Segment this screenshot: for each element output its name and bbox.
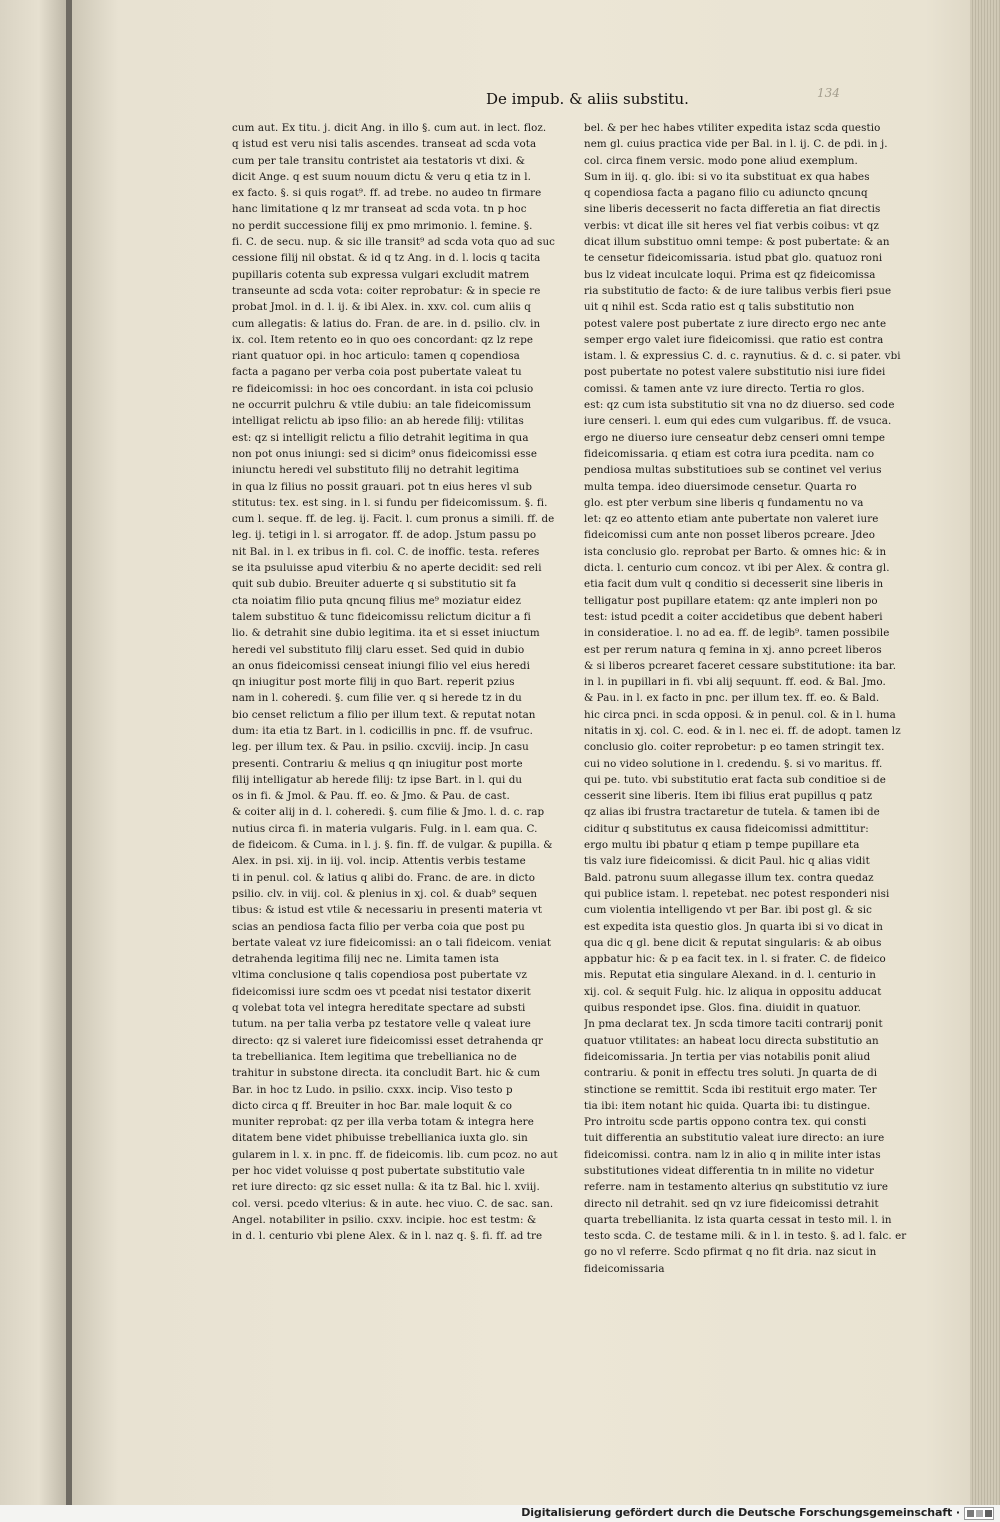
text-line: qz alias ibi frustra tractaretur de tutela. & tamen ibi de — [584, 806, 880, 819]
text-line: nit Bal. in l. ex tribus in fi. col. C. de inoffic. testa. referes — [232, 545, 540, 558]
text-line: cum violentia intelligendo vt per Bar. ibi post gl. & sic — [584, 904, 873, 917]
page-fore-edge — [970, 0, 1000, 1505]
funding-notice: Digitalisierung gefördert durch die Deutsche Forschungsgemeinschaft · — [521, 1506, 960, 1519]
text-line: potest valere post pubertate z iure directo ergo nec ante — [584, 317, 887, 330]
text-line: col. circa finem versic. modo pone aliud exemplum. — [584, 154, 858, 167]
text-line: dum: ita etia tz Bart. in l. codicillis in pnc. ff. de vsufruc. — [232, 724, 533, 737]
text-line: post pubertate no potest valere substitutio nisi iure fidei — [584, 366, 886, 379]
text-line: tutum. na per talia verba pz testatore velle q valeat iure — [232, 1018, 531, 1031]
text-line: fi. C. de secu. nup. & sic ille transit⁹ ad scda vota quo ad suc — [232, 236, 556, 249]
text-line: quibus respondet ipse. Glos. fina. diuidit in quatuor. — [584, 1002, 861, 1015]
text-line: per hoc videt voluisse q post pubertate substitutio vale — [232, 1165, 525, 1177]
text-line: heredi vel substituto filij claru esset. Sed quid in dubio — [232, 643, 525, 656]
text-line: tia ibi: item notant hic quida. Quarta ibi: tu distingue. — [584, 1099, 871, 1112]
text-line: let: qz eo attento etiam ante pubertate non valeret iure — [584, 513, 879, 526]
text-line: fideicomissi. contra. nam lz in alio q in milite inter istas — [584, 1148, 881, 1161]
text-line: detrahenda legitima filij nec ne. Limita tamen ista — [232, 953, 500, 966]
text-line: trahitur in substone directa. ita concludit Bart. hic & cum — [232, 1067, 541, 1080]
text-line: gularem in l. x. in pnc. ff. de fideicomis. lib. cum pcoz. no aut — [232, 1148, 558, 1161]
text-line: cui no video solutione in l. credendu. §. si vo maritus. ff. — [584, 757, 883, 770]
text-line: Jn pma declarat tex. Jn scda timore taciti contrarij ponit — [584, 1018, 883, 1031]
text-line: facta a pagano per verba coia post pubertate valeat tu — [232, 366, 522, 379]
text-line: bus lz videat inculcate loqui. Prima est qz fideicomissa — [584, 268, 876, 281]
text-line: cum per tale transitu contristet aia testatoris vt dixi. & — [232, 154, 526, 167]
text-line: qui pe. tuto. vbi substitutio erat facta sub conditioe si de — [584, 773, 886, 786]
text-line: nutius circa fi. in materia vulgaris. Fulg. in l. eam qua. C. — [232, 822, 538, 835]
text-line: dicat illum substituo omni tempe: & post pubertate: & an — [584, 236, 890, 249]
text-line: testo scda. C. de testame mili. & in l. in testo. §. ad l. falc. er — [584, 1230, 907, 1243]
text-line: ix. col. Item retento eo in quo oes concordant: qz lz repe — [232, 333, 534, 346]
text-line: ta trebellianica. Item legitima que trebellianica no de — [232, 1050, 517, 1063]
text-line: ergo ne diuerso iure censeatur debz censeri omni tempe — [584, 431, 886, 444]
text-line: tuit differentia an substitutio valeat iure directo: an iure — [584, 1132, 885, 1145]
text-line: bertate valeat vz iure fideicomissi: an o tali fideicom. veniat — [232, 936, 552, 949]
text-line: substitutiones videat differentia tn in milite no videtur — [584, 1165, 875, 1177]
text-line: Angel. notabiliter in psilio. cxxv. incipie. hoc est testm: & — [232, 1213, 537, 1226]
text-line: tibus: & istud est vtile & necessariu in presenti materia vt — [232, 904, 543, 917]
text-line: in d. l. centurio vbi plene Alex. & in l. naz q. §. fi. ff. ad tre — [232, 1230, 543, 1243]
text-line: nitatis in xj. col. C. eod. & in l. nec ei. ff. de adopt. tamen lz — [584, 724, 901, 737]
text-line: Pro introitu scde partis oppono contra tex. qui consti — [584, 1116, 867, 1129]
text-line: nam in l. coheredi. §. cum filie ver. q si herede tz in du — [232, 692, 522, 705]
text-line: cum l. seque. ff. de leg. ij. Facit. l. cum pronus a simili. ff. de — [232, 513, 555, 526]
text-line: dicit Ange. q est suum nouum dictu & veru q etia tz in l. — [232, 170, 531, 183]
text-line: vltima conclusione q talis copendiosa post pubertate vz — [232, 969, 527, 982]
text-line: te censetur fideicomissaria. istud pbat glo. quatuoz roni — [584, 252, 883, 265]
text-line: fideicomissaria. q etiam est cotra iura pcedita. nam co — [584, 447, 875, 460]
text-line: ret iure directo: qz sic esset nulla: & ita tz Bal. hic l. xviij. — [232, 1181, 540, 1194]
text-line: ergo multu ibi pbatur q etiam p tempe pupillare eta — [584, 839, 860, 852]
text-line: nem gl. cuius practica vide per Bal. in l. ij. C. de pdi. in j. — [584, 138, 888, 151]
text-line: in l. in pupillari in fi. vbi alij sequunt. ff. eod. & Bal. Jmo. — [584, 676, 886, 689]
footer-bar — [0, 1505, 1000, 1522]
dfg-logo-icon — [964, 1507, 994, 1520]
text-line: qn iniugitur post morte filij in quo Bart. reperit pzius — [232, 676, 515, 689]
text-line: est: qz si intelligit relictu a filio detrahit legitima in qua — [232, 431, 529, 444]
text-line: fideicomissi iure scdm oes vt pcedat nisi testator dixerit — [232, 985, 531, 998]
text-line: & Pau. in l. ex facto in pnc. per illum tex. ff. eo. & Bald. — [584, 692, 880, 705]
text-line: cta noiatim filio puta qncunq filius me⁹ moziatur eidez — [232, 594, 522, 607]
text-line: probat Jmol. in d. l. ij. & ibi Alex. in. xxv. col. cum aliis q — [232, 301, 531, 314]
text-line: filij intelligatur ab herede filij: tz ipse Bart. in l. qui du — [232, 773, 523, 786]
text-line: comissi. & tamen ante vz iure directo. Tertia ro glos. — [584, 382, 865, 395]
text-line: leg. ij. tetigi in l. si arrogator. ff. de adop. Jstum passu po — [232, 529, 537, 542]
text-line: etia facit dum vult q conditio si decesserit sine liberis in — [584, 578, 884, 591]
text-line: ciditur q substitutus ex causa fideicomissi admittitur: — [584, 822, 869, 835]
text-line: quarta trebellianita. lz ista quarta cessat in testo mil. l. in — [584, 1213, 892, 1226]
text-line: tis valz iure fideicomissi. & dicit Paul. hic q alias vidit — [584, 855, 870, 868]
text-line: fideicomissaria. Jn tertia per vias notabilis ponit aliud — [584, 1050, 871, 1063]
text-line: non pot onus iniungi: sed si dicim⁹ onus fideicomissi esse — [232, 447, 538, 460]
text-line: os in fi. & Jmol. & Pau. ff. eo. & Jmo. & Pau. de cast. — [232, 790, 510, 803]
text-line: ria substitutio de facto: & de iure talibus verbis fieri psue — [584, 284, 892, 297]
text-line: sine liberis decesserit no facta differetia an fiat directis — [584, 203, 881, 216]
text-line: dicta. l. centurio cum concoz. vt ibi per Alex. & contra gl. — [584, 562, 890, 575]
text-line: in qua lz filius no possit grauari. pot tn eius heres vl sub — [232, 480, 533, 493]
text-line: Bald. patronu suum allegasse illum tex. contra quedaz — [584, 871, 874, 884]
text-line: cessione filij nil obstat. & id q tz Ang. in d. l. locis q tacita — [232, 252, 541, 265]
text-line: hic circa pnci. in scda opposi. & in penul. col. & in l. huma — [584, 708, 896, 721]
text-line: talem substituo & tunc fideicomissu relictum dicitur a fi — [232, 610, 531, 623]
text-line: presenti. Contrariu & melius q qn iniugitur post morte — [232, 757, 523, 770]
text-line: directo nil detrahit. sed qn vz iure fideicomissi detrahit — [584, 1197, 879, 1210]
text-line: intelligat relictu ab ipso filio: an ab herede filij: vtilitas — [232, 415, 524, 428]
text-line: semper ergo valet iure fideicomissi. que ratio est contra — [584, 333, 884, 346]
text-line: cum aut. Ex titu. j. dicit Ang. in illo §. cum aut. in lect. floz. — [232, 122, 547, 134]
running-head: De impub. & aliis substitu. — [486, 90, 689, 108]
text-line: lio. & detrahit sine dubio legitima. ita et si esset iniuctum — [232, 627, 540, 640]
text-line: re fideicomissi: in hoc oes concordant. in ista coi pclusio — [232, 382, 534, 395]
text-line: test: istud pcedit a coiter accidetibus que debent haberi — [584, 610, 883, 623]
text-line: conclusio glo. coiter reprobetur: p eo tamen stringit tex. — [584, 741, 885, 754]
text-line: qua dic q gl. bene dicit & reputat singularis: & ab oibus — [584, 936, 882, 949]
text-line: & coiter alij in d. l. coheredi. §. cum filie & Jmo. l. d. c. rap — [232, 806, 545, 819]
text-line: appbatur hic: & p ea facit tex. in l. si frater. C. de fideico — [584, 953, 886, 966]
text-line: qui publice istam. l. repetebat. nec potest responderi nisi — [584, 887, 890, 900]
text-line: iure censeri. l. eum qui edes cum vulgaribus. ff. de vsuca. — [584, 415, 892, 428]
text-line: q copendiosa facta a pagano filio cu adiuncto qncunq — [584, 187, 868, 200]
text-line: se ita psuluisse apud viterbiu & no aperte decidit: sed reli — [232, 562, 542, 575]
text-line: leg. per illum tex. & Pau. in psilio. cxcviij. incip. Jn casu — [232, 741, 529, 754]
text-line: contrariu. & ponit in effectu tres soluti. Jn quarta de di — [584, 1067, 878, 1080]
text-line: stinctione se remittit. Scda ibi restituit ergo mater. Ter — [584, 1083, 877, 1096]
text-line: hanc limitatione q lz mr transeat ad scda vota. tn p hoc — [232, 203, 527, 216]
text-line: in consideratioe. l. no ad ea. ff. de legib⁹. tamen possibile — [584, 627, 890, 640]
text-line: transeunte ad scda vota: coiter reprobatur: & in specie re — [232, 284, 541, 297]
text-line: cesserit sine liberis. Item ibi filius erat pupillus q patz — [584, 790, 873, 803]
text-line: de fideicom. & Cuma. in l. j. §. fin. ff. de vulgar. & pupilla. & — [232, 839, 553, 852]
text-line: ex facto. §. si quis rogat⁹. ff. ad trebe. no audeo tn firmare — [232, 187, 542, 200]
text-line: xij. col. & sequit Fulg. hic. lz aliqua in oppositu adducat — [584, 985, 882, 998]
text-line: bel. & per hec habes vtiliter expedita istaz scda questio — [584, 122, 881, 134]
text-line: dicto circa q ff. Breuiter in hoc Bar. male loquit & co — [232, 1099, 513, 1112]
text-line: muniter reprobat: qz per illa verba totam & integra here — [232, 1116, 534, 1129]
text-line: ne occurrit pulchru & vtile dubiu: an tale fideicomissum — [232, 399, 532, 412]
text-line: riant quatuor opi. in hoc articulo: tamen q copendiosa — [232, 350, 520, 363]
text-line: Bar. in hoc tz Ludo. in psilio. cxxx. incip. Viso testo p — [232, 1083, 513, 1096]
facing-page-edge — [0, 0, 70, 1505]
text-line: psilio. clv. in viij. col. & plenius in xj. col. & duab⁹ sequen — [232, 887, 538, 900]
text-line: verbis: vt dicat ille sit heres vel fiat verbis coibus: vt qz — [584, 219, 879, 232]
text-line: telligatur post pupillare etatem: qz ante impleri non po — [584, 594, 878, 607]
folio-mark: 134 — [817, 86, 840, 100]
text-line: directo: qz si valeret iure fideicomissi esset detrahenda qr — [232, 1034, 544, 1047]
text-line: scias an pendiosa facta filio per verba coia que post pu — [232, 920, 525, 933]
text-line: est per rerum natura q femina in xj. anno pcreet liberos — [584, 643, 882, 656]
text-line: istam. l. & expressius C. d. c. raynutius. & d. c. si pater. vbi — [584, 350, 901, 363]
text-line: col. versi. pcedo vlterius: & in aute. hec viuo. C. de sac. san. — [232, 1197, 554, 1210]
text-line: stitutus: tex. est sing. in l. si fundu per fideicomissum. §. fi. — [232, 496, 548, 509]
text-line: multa tempa. ideo diuersimode censetur. Quarta ro — [584, 480, 857, 493]
text-line: fideicomissi cum ante non posset liberos pcreare. Jdeo — [584, 529, 875, 542]
text-line: iniunctu heredi vel substituto filij no detrahit legitima — [232, 464, 520, 477]
text-line: go no vl referre. Scdo pfirmat q no fit dria. naz sicut in — [584, 1246, 877, 1259]
right-text-column — [584, 120, 919, 1277]
text-line: ti in penul. col. & latius q alibi do. Franc. de are. in dicto — [232, 871, 536, 884]
text-line: Sum in iij. q. glo. ibi: si vo ita substituat ex qua habes — [584, 170, 870, 183]
text-line: glo. est pter verbum sine liberis q fundamentu no va — [584, 496, 864, 509]
text-line: & si liberos pcrearet faceret cessare substitutione: ita bar. — [584, 659, 897, 672]
text-line: pupillaris cotenta sub expressa vulgari excludit matrem — [232, 268, 530, 281]
text-line: ditatem bene videt phibuisse trebellianica iuxta glo. sin — [232, 1132, 528, 1145]
text-line: ista conclusio glo. reprobat per Barto. & omnes hic: & in — [584, 545, 887, 558]
text-line: an onus fideicomissi censeat iniungi filio vel eius heredi — [232, 659, 531, 672]
text-line: quatuor vtilitates: an habeat locu directa substitutio an — [584, 1034, 879, 1047]
text-line: est: qz cum ista substitutio sit vna no dz diuerso. sed code — [584, 399, 895, 412]
text-line: bio censet relictum a filio per illum text. & reputat notan — [232, 708, 536, 721]
text-line: cum allegatis: & latius do. Fran. de are. in d. psilio. clv. in — [232, 317, 541, 330]
text-line: q istud est veru nisi talis ascendes. transeat ad scda vota — [232, 138, 537, 151]
text-line: est expedita ista questio glos. Jn quarta ibi si vo dicat in — [584, 920, 883, 933]
text-line: Alex. in psi. xij. in iij. vol. incip. Attentis verbis testame — [232, 855, 526, 868]
text-line: uit q nihil est. Scda ratio est q talis substitutio non — [584, 301, 855, 314]
text-line: fideicomissaria — [584, 1262, 665, 1275]
text-line: quit sub dubio. Breuiter aduerte q si substitutio sit fa — [232, 578, 517, 591]
text-line: mis. Reputat etia singulare Alexand. in d. l. centurio in — [584, 969, 877, 982]
book-page — [72, 0, 1000, 1505]
text-line: no perdit successione filij ex pmo mrimonio. l. femine. §. — [232, 219, 533, 232]
left-text-column — [232, 120, 624, 1244]
text-line: pendiosa multas substitutioes sub se continet vel verius — [584, 464, 882, 477]
text-line: referre. nam in testamento alterius qn substitutio vz iure — [584, 1181, 889, 1194]
text-line: q volebat tota vel integra hereditate spectare ad substi — [232, 1002, 526, 1015]
